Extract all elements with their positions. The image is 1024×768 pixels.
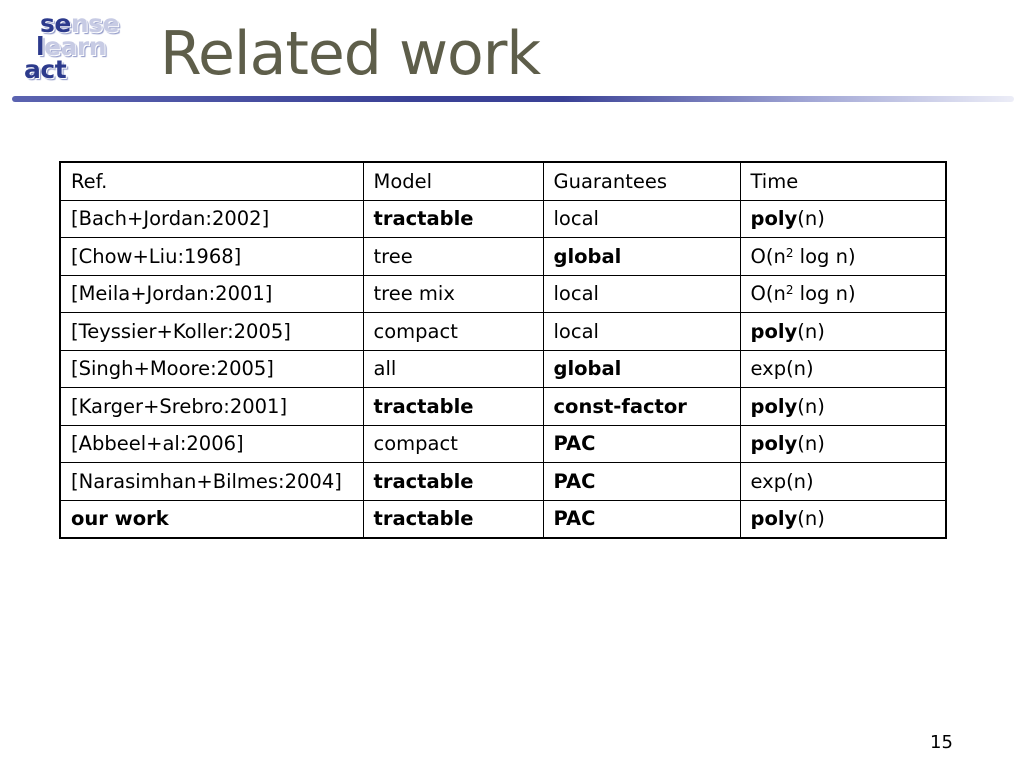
- model-cell: tractable: [363, 388, 543, 426]
- header-time: Time: [740, 162, 946, 200]
- guarantees-cell: global: [543, 350, 740, 388]
- model-cell: all: [363, 350, 543, 388]
- table-row: [60, 238, 946, 276]
- time-cell: exp(n): [740, 463, 946, 501]
- time-cell: poly(n): [740, 388, 946, 426]
- ref-cell: [Abbeel+al:2006]: [60, 425, 363, 463]
- table-row: [60, 500, 946, 538]
- header-ref: Ref.: [60, 162, 363, 200]
- ref-cell: [Bach+Jordan:2002]: [60, 200, 363, 238]
- time-cell: exp(n): [740, 350, 946, 388]
- time-cell: $O(n^2$ log n): [740, 275, 946, 313]
- logo-line-act: act: [24, 55, 67, 84]
- time-cell: poly(n): [740, 425, 946, 463]
- table-row: [60, 350, 946, 388]
- ref-cell: [Teyssier+Koller:2005]: [60, 313, 363, 351]
- guarantees-cell: global: [543, 238, 740, 276]
- time-cell: poly(n): [740, 200, 946, 238]
- guarantees-cell: PAC: [543, 425, 740, 463]
- sense-learn-act-logo: [22, 9, 132, 92]
- related-work-table: [59, 161, 947, 539]
- model-cell: tree: [363, 238, 543, 276]
- time-cell: $O(n^2$ log n): [740, 238, 946, 276]
- guarantees-cell: PAC: [543, 463, 740, 501]
- guarantees-cell: local: [543, 313, 740, 351]
- page-number: 15: [930, 732, 953, 753]
- table-row: [60, 275, 946, 313]
- guarantees-cell: PAC: [543, 500, 740, 538]
- ref-cell: [Chow+Liu:1968]: [60, 238, 363, 276]
- model-cell: tractable: [363, 500, 543, 538]
- time-cell: poly(n): [740, 500, 946, 538]
- table-row: [60, 425, 946, 463]
- model-cell: tractable: [363, 200, 543, 238]
- logo-line-learn: learn: [36, 32, 107, 61]
- ref-cell: our work: [60, 500, 363, 538]
- header-model: Model: [363, 162, 543, 200]
- model-cell: tractable: [363, 463, 543, 501]
- model-cell: compact: [363, 313, 543, 351]
- guarantees-cell: const-factor: [543, 388, 740, 426]
- ref-cell: [Meila+Jordan:2001]: [60, 275, 363, 313]
- table-row: [60, 200, 946, 238]
- ref-cell: [Karger+Srebro:2001]: [60, 388, 363, 426]
- guarantees-cell: local: [543, 275, 740, 313]
- table-row: [60, 313, 946, 351]
- table-header-row: [60, 162, 946, 200]
- table-row: [60, 463, 946, 501]
- header-guarantees: Guarantees: [543, 162, 740, 200]
- slide-title: Related work: [160, 19, 541, 89]
- title-divider: [12, 96, 1014, 102]
- time-cell: poly(n): [740, 313, 946, 351]
- guarantees-cell: local: [543, 200, 740, 238]
- table-row: [60, 388, 946, 426]
- ref-cell: [Singh+Moore:2005]: [60, 350, 363, 388]
- model-cell: tree mix: [363, 275, 543, 313]
- logo-line-sense: sense: [40, 9, 119, 38]
- ref-cell: [Narasimhan+Bilmes:2004]: [60, 463, 363, 501]
- model-cell: compact: [363, 425, 543, 463]
